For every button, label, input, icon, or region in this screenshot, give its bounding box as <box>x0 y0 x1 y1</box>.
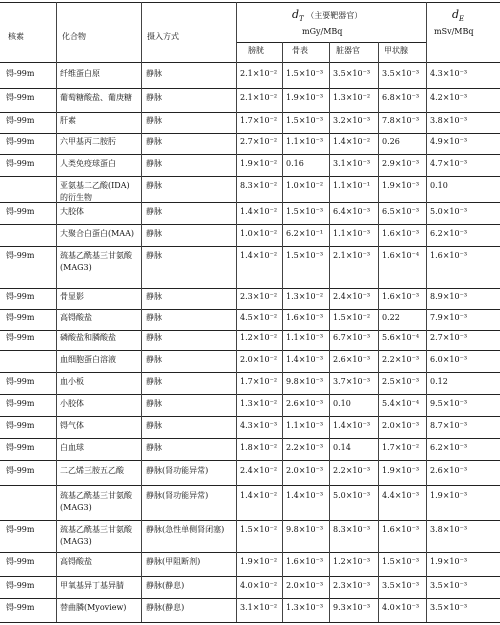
cell-v1: 2.3×10⁻² <box>240 292 278 301</box>
cell-v4: 1.9×10⁻³ <box>382 181 420 190</box>
cell-v4: 1.5×10⁻³ <box>382 557 420 566</box>
cell-route: 静脉(静息) <box>146 581 185 590</box>
cell-v2: 9.8×10⁻³ <box>286 377 324 386</box>
cell-nuclide: 锝-99m <box>6 69 35 78</box>
cell-v2: 1.1×10⁻³ <box>286 333 324 342</box>
cell-v5: 3.5×10⁻³ <box>430 581 468 590</box>
cell-v3: 1.1×10⁻¹ <box>333 181 371 190</box>
cell-nuclide: 锝-99m <box>6 313 35 322</box>
cell-v2: 2.6×10⁻³ <box>286 399 324 408</box>
cell-v2: 0.16 <box>286 159 304 168</box>
cell-route: 静脉 <box>146 313 162 322</box>
row-rule <box>0 288 500 289</box>
cell-route: 静脉 <box>146 69 162 78</box>
cell-v5: 0.12 <box>430 377 448 386</box>
cell-v1: 1.7×10⁻² <box>240 377 278 386</box>
cell-v2: 2.2×10⁻³ <box>286 443 324 452</box>
cell-v1: 1.5×10⁻² <box>240 525 278 534</box>
cell-nuclide: 锝-99m <box>6 292 35 301</box>
cell-route: 静脉 <box>146 292 162 301</box>
row-rule <box>0 576 500 577</box>
row-rule <box>0 330 500 331</box>
header-de-unit: mSv/MBq <box>434 27 474 36</box>
cell-v4: 5.4×10⁻⁴ <box>382 399 420 408</box>
col-rule-4 <box>282 42 283 622</box>
cell-v1: 1.8×10⁻² <box>240 443 278 452</box>
cell-v5: 2.6×10⁻³ <box>430 466 468 475</box>
cell-v2: 1.9×10⁻³ <box>286 93 324 102</box>
cell-v3: 2.2×10⁻³ <box>333 466 371 475</box>
header-nuclide: 核素 <box>8 32 24 41</box>
cell-v1: 2.4×10⁻² <box>240 466 278 475</box>
cell-v2: 1.0×10⁻² <box>286 181 324 190</box>
cell-v3: 1.2×10⁻³ <box>333 557 371 566</box>
header-organ-organs: 脏器官 <box>336 46 360 55</box>
cell-nuclide: 锝-99m <box>6 159 35 168</box>
cell-compound: 亚氨基二乙酸(IDA) <box>60 181 130 190</box>
row-rule <box>0 176 500 177</box>
row-rule <box>0 438 500 439</box>
row-rule <box>0 485 500 486</box>
cell-compound-line2: (MAG3) <box>60 537 92 546</box>
cell-v5: 5.0×10⁻³ <box>430 207 468 216</box>
cell-nuclide: 锝-99m <box>6 557 35 566</box>
cell-v2: 6.2×10⁻¹ <box>286 229 324 238</box>
cell-route: 静脉(急性单侧肾闭塞) <box>146 525 225 534</box>
cell-compound: 巯基乙酰基三甘氨酸 <box>60 251 132 260</box>
cell-compound: 肝素 <box>60 116 76 125</box>
cell-compound: 替曲膦(Myoview) <box>60 603 127 612</box>
cell-v4: 1.6×10⁻⁴ <box>382 251 420 260</box>
cell-compound: 血小板 <box>60 377 84 386</box>
cell-v1: 1.7×10⁻² <box>240 116 278 125</box>
row-rule <box>0 394 500 395</box>
cell-compound: 人类免疫球蛋白 <box>60 159 116 168</box>
cell-route: 静脉 <box>146 181 162 190</box>
cell-v3: 1.4×10⁻³ <box>333 421 371 430</box>
cell-v3: 2.4×10⁻³ <box>333 292 371 301</box>
cell-v3: 6.7×10⁻³ <box>333 333 371 342</box>
col-rule-5 <box>329 42 330 622</box>
header-route: 摄入方式 <box>147 32 179 41</box>
header-bottom-rule <box>0 62 500 63</box>
cell-v5: 1.6×10⁻³ <box>430 251 468 260</box>
cell-v1: 1.3×10⁻² <box>240 399 278 408</box>
row-rule <box>0 202 500 203</box>
cell-v1: 1.4×10⁻² <box>240 251 278 260</box>
cell-v2: 2.0×10⁻³ <box>286 581 324 590</box>
cell-v5: 4.9×10⁻³ <box>430 137 468 146</box>
cell-v4: 1.6×10⁻³ <box>382 229 420 238</box>
cell-v5: 1.9×10⁻³ <box>430 557 468 566</box>
row-rule <box>0 622 500 623</box>
cell-v3: 2.3×10⁻³ <box>333 581 371 590</box>
cell-route: 静脉(甲阻断剂) <box>146 557 201 566</box>
cell-v3: 9.3×10⁻³ <box>333 603 371 612</box>
col-rule-3 <box>236 2 237 622</box>
cell-v1: 1.4×10⁻² <box>240 491 278 500</box>
cell-route: 静脉 <box>146 355 162 364</box>
cell-route: 静脉 <box>146 93 162 102</box>
cell-v3: 1.4×10⁻² <box>333 137 371 146</box>
header-dt: $d_T$ （主要靶器官） <box>292 8 363 24</box>
cell-v3: 3.1×10⁻³ <box>333 159 371 168</box>
cell-v4: 1.6×10⁻³ <box>382 525 420 534</box>
cell-v3: 2.1×10⁻³ <box>333 251 371 260</box>
cell-nuclide: 锝-99m <box>6 251 35 260</box>
cell-nuclide: 锝-99m <box>6 525 35 534</box>
cell-compound: 六甲基丙二胺肟 <box>60 137 116 146</box>
cell-compound: 二乙烯三胺五乙酸 <box>60 466 124 475</box>
cell-v4: 5.6×10⁻⁴ <box>382 333 420 342</box>
cell-route: 静脉(肾功能异常) <box>146 491 209 500</box>
cell-v2: 1.3×10⁻² <box>286 292 324 301</box>
cell-v2: 1.6×10⁻³ <box>286 557 324 566</box>
cell-v1: 4.0×10⁻² <box>240 581 278 590</box>
cell-compound: 巯基乙酰基三甘氨酸 <box>60 525 132 534</box>
cell-v5: 1.9×10⁻³ <box>430 491 468 500</box>
cell-nuclide: 锝-99m <box>6 93 35 102</box>
cell-nuclide: 锝-99m <box>6 333 35 342</box>
cell-compound: 大聚合白蛋白(MAA) <box>60 229 134 238</box>
cell-compound: 磷酸盐和膦酸盐 <box>60 333 116 342</box>
cell-route: 静脉 <box>146 116 162 125</box>
cell-v2: 9.8×10⁻³ <box>286 525 324 534</box>
cell-compound: 巯基乙酰基三甘氨酸 <box>60 491 132 500</box>
cell-route: 静脉 <box>146 443 162 452</box>
cell-v2: 1.6×10⁻³ <box>286 313 324 322</box>
cell-v3: 3.7×10⁻³ <box>333 377 371 386</box>
cell-route: 静脉 <box>146 137 162 146</box>
cell-v2: 1.4×10⁻³ <box>286 355 324 364</box>
cell-v3: 1.5×10⁻² <box>333 313 371 322</box>
cell-v1: 1.4×10⁻² <box>240 207 278 216</box>
cell-compound: 大胶体 <box>60 207 84 216</box>
cell-v3: 6.4×10⁻³ <box>333 207 371 216</box>
cell-v4: 1.7×10⁻² <box>382 443 420 452</box>
cell-compound: 高锝酸盐 <box>60 557 92 566</box>
cell-compound-line2: (MAG3) <box>60 263 92 272</box>
cell-nuclide: 锝-99m <box>6 377 35 386</box>
cell-v4: 4.0×10⁻³ <box>382 603 420 612</box>
cell-v4: 7.8×10⁻³ <box>382 116 420 125</box>
cell-v4: 2.5×10⁻³ <box>382 377 420 386</box>
row-rule <box>0 552 500 553</box>
cell-route: 静脉 <box>146 399 162 408</box>
cell-v3: 2.6×10⁻³ <box>333 355 371 364</box>
row-rule <box>0 372 500 373</box>
cell-compound: 白血球 <box>60 443 84 452</box>
cell-v1: 4.3×10⁻³ <box>240 421 278 430</box>
cell-compound: 葡萄糖酸盐、葡庚糖 <box>60 93 132 102</box>
cell-v4: 0.22 <box>382 313 400 322</box>
row-rule <box>0 154 500 155</box>
cell-v5: 7.9×10⁻³ <box>430 313 468 322</box>
cell-route: 静脉 <box>146 377 162 386</box>
cell-route: 静脉(肾功能异常) <box>146 466 209 475</box>
cell-v3: 5.0×10⁻³ <box>333 491 371 500</box>
cell-v5: 8.9×10⁻³ <box>430 292 468 301</box>
cell-v1: 8.3×10⁻² <box>240 181 278 190</box>
row-rule <box>0 520 500 521</box>
cell-v4: 2.0×10⁻³ <box>382 421 420 430</box>
cell-route: 静脉 <box>146 159 162 168</box>
cell-v5: 4.2×10⁻³ <box>430 93 468 102</box>
row-rule <box>0 416 500 417</box>
header-sub-rule <box>236 42 426 43</box>
cell-compound: 高锝酸盐 <box>60 313 92 322</box>
cell-v2: 1.4×10⁻³ <box>286 491 324 500</box>
cell-v2: 1.5×10⁻³ <box>286 207 324 216</box>
cell-nuclide: 锝-99m <box>6 116 35 125</box>
cell-nuclide: 锝-99m <box>6 421 35 430</box>
cell-v4: 2.9×10⁻³ <box>382 159 420 168</box>
cell-route: 静脉 <box>146 207 162 216</box>
header-de: $d_E$ <box>452 8 465 24</box>
cell-v1: 2.0×10⁻² <box>240 355 278 364</box>
cell-compound: 小胶体 <box>60 399 84 408</box>
row-rule <box>0 350 500 351</box>
cell-v5: 6.2×10⁻³ <box>430 443 468 452</box>
cell-v5: 2.7×10⁻³ <box>430 333 468 342</box>
cell-v3: 8.3×10⁻³ <box>333 525 371 534</box>
cell-v4: 4.4×10⁻³ <box>382 491 420 500</box>
cell-v2: 2.0×10⁻³ <box>286 466 324 475</box>
table-top-rule <box>0 2 500 3</box>
col-rule-1 <box>56 2 57 622</box>
cell-v3: 0.10 <box>333 399 351 408</box>
header-compound: 化合物 <box>62 32 86 41</box>
row-rule <box>0 309 500 310</box>
cell-compound: 纤维蛋白原 <box>60 69 100 78</box>
header-organ-bladder: 膀胱 <box>248 46 264 55</box>
col-rule-6 <box>378 42 379 622</box>
cell-v5: 6.2×10⁻³ <box>430 229 468 238</box>
cell-v2: 1.5×10⁻³ <box>286 116 324 125</box>
cell-v5: 3.8×10⁻³ <box>430 116 468 125</box>
row-rule <box>0 88 500 89</box>
cell-v1: 2.1×10⁻² <box>240 93 278 102</box>
cell-v3: 3.5×10⁻³ <box>333 69 371 78</box>
cell-v4: 2.2×10⁻³ <box>382 355 420 364</box>
header-dt-unit: mGy/MBq <box>302 27 343 36</box>
cell-nuclide: 锝-99m <box>6 603 35 612</box>
cell-v1: 2.1×10⁻² <box>240 69 278 78</box>
row-rule <box>0 246 500 247</box>
cell-nuclide: 锝-99m <box>6 466 35 475</box>
cell-route: 静脉 <box>146 229 162 238</box>
cell-v1: 3.1×10⁻² <box>240 603 278 612</box>
cell-nuclide: 锝-99m <box>6 207 35 216</box>
cell-v1: 2.7×10⁻² <box>240 137 278 146</box>
header-organ-thyroid: 甲状腺 <box>384 46 408 55</box>
cell-nuclide: 锝-99m <box>6 399 35 408</box>
cell-v5: 4.7×10⁻³ <box>430 159 468 168</box>
cell-v5: 3.8×10⁻³ <box>430 525 468 534</box>
row-rule <box>0 460 500 461</box>
row-rule <box>0 112 500 113</box>
cell-v5: 0.10 <box>430 181 448 190</box>
cell-v3: 1.3×10⁻² <box>333 93 371 102</box>
row-rule <box>0 598 500 599</box>
cell-v5: 3.5×10⁻³ <box>430 603 468 612</box>
cell-v5: 8.7×10⁻³ <box>430 421 468 430</box>
cell-v3: 0.14 <box>333 443 351 452</box>
cell-v2: 1.5×10⁻³ <box>286 251 324 260</box>
cell-compound: 锝气体 <box>60 421 84 430</box>
cell-v2: 1.1×10⁻³ <box>286 137 324 146</box>
cell-v5: 9.5×10⁻³ <box>430 399 468 408</box>
cell-v1: 1.2×10⁻² <box>240 333 278 342</box>
cell-compound-line2: 的衍生物 <box>60 193 92 202</box>
col-rule-7 <box>426 2 427 622</box>
cell-v3: 3.2×10⁻³ <box>333 116 371 125</box>
cell-v1: 1.9×10⁻² <box>240 159 278 168</box>
cell-v3: 1.1×10⁻³ <box>333 229 371 238</box>
cell-v4: 1.9×10⁻³ <box>382 466 420 475</box>
cell-route: 静脉 <box>146 251 162 260</box>
cell-v1: 4.5×10⁻² <box>240 313 278 322</box>
cell-v4: 6.8×10⁻³ <box>382 93 420 102</box>
cell-compound: 甲氧基异丁基异腈 <box>60 581 124 590</box>
cell-nuclide: 锝-99m <box>6 137 35 146</box>
cell-compound: 骨显影 <box>60 292 84 301</box>
cell-v1: 1.9×10⁻² <box>240 557 278 566</box>
cell-v4: 1.6×10⁻³ <box>382 292 420 301</box>
cell-v4: 6.5×10⁻³ <box>382 207 420 216</box>
cell-v2: 1.5×10⁻³ <box>286 69 324 78</box>
cell-v5: 4.3×10⁻³ <box>430 69 468 78</box>
cell-route: 静脉 <box>146 421 162 430</box>
cell-v4: 3.5×10⁻³ <box>382 69 420 78</box>
cell-compound: 血细胞蛋白溶液 <box>60 355 116 364</box>
cell-nuclide: 锝-99m <box>6 443 35 452</box>
cell-v5: 6.0×10⁻³ <box>430 355 468 364</box>
row-rule <box>0 224 500 225</box>
cell-nuclide: 锝-99m <box>6 581 35 590</box>
col-rule-2 <box>141 2 142 622</box>
cell-route: 静脉(静息) <box>146 603 185 612</box>
cell-compound-line2: (MAG3) <box>60 503 92 512</box>
cell-v2: 1.3×10⁻³ <box>286 603 324 612</box>
cell-v2: 1.1×10⁻³ <box>286 421 324 430</box>
cell-v4: 0.26 <box>382 137 400 146</box>
cell-v1: 1.0×10⁻² <box>240 229 278 238</box>
cell-v4: 3.5×10⁻³ <box>382 581 420 590</box>
row-rule <box>0 133 500 134</box>
header-organ-bone: 骨表 <box>292 46 308 55</box>
cell-route: 静脉 <box>146 333 162 342</box>
